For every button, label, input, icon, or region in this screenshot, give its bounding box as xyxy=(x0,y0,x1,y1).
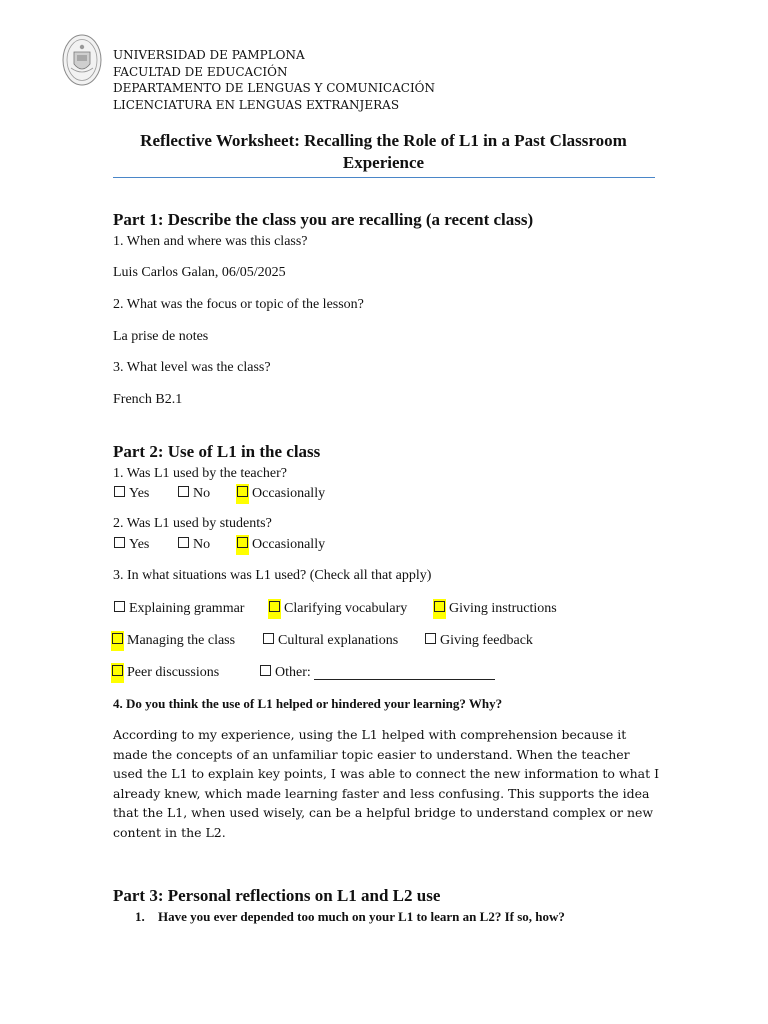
situation-managing-class[interactable]: Managing the class xyxy=(111,631,235,651)
situation-giving-feedback[interactable]: Giving feedback xyxy=(424,631,533,651)
institution-line-university: UNIVERSIDAD DE PAMPLONA xyxy=(113,48,305,62)
part3-question-1-number: 1. xyxy=(135,909,145,924)
student-l1-option-no[interactable]: No xyxy=(177,535,210,555)
part1-question-3: 3. What level was the class? xyxy=(113,360,271,375)
part2-question-3: 3. In what situations was L1 used? (Check all that apply) xyxy=(113,568,432,583)
part2-heading: Part 2: Use of L1 in the class xyxy=(113,442,321,461)
checkbox-highlighted-icon[interactable] xyxy=(269,601,280,612)
university-seal xyxy=(62,34,102,86)
situation-giving-instructions[interactable]: Giving instructions xyxy=(433,599,557,619)
part2-question-1: 1. Was L1 used by the teacher? xyxy=(113,466,287,481)
other-blank-line[interactable] xyxy=(314,667,495,680)
part1-answer-3[interactable]: French B2.1 xyxy=(113,392,183,407)
teacher-l1-option-no[interactable]: No xyxy=(177,484,210,504)
teacher-l1-option-occasionally[interactable]: Occasionally xyxy=(236,484,325,504)
situation-peer-discussions[interactable]: Peer discussions xyxy=(111,663,219,683)
part1-answer-1[interactable]: Luis Carlos Galan, 06/05/2025 xyxy=(113,265,286,280)
checkbox-icon[interactable] xyxy=(263,633,274,644)
part1-question-1: 1. When and where was this class? xyxy=(113,234,308,249)
part1-heading: Part 1: Describe the class you are recalling (a recent class) xyxy=(113,210,534,229)
checkbox-icon[interactable] xyxy=(178,537,189,548)
institution-line-faculty: FACULTAD DE EDUCACIÓN xyxy=(113,65,288,79)
situation-clarifying-vocabulary[interactable]: Clarifying vocabulary xyxy=(268,599,407,619)
institution-line-program: LICENCIATURA EN LENGUAS EXTRANJERAS xyxy=(113,98,400,112)
checkbox-icon[interactable] xyxy=(425,633,436,644)
part1-answer-2[interactable]: La prise de notes xyxy=(113,329,209,344)
part3-heading: Part 3: Personal reflections on L1 and L2 use xyxy=(113,886,441,905)
title-divider xyxy=(113,177,655,178)
part3-question-1: Have you ever depended too much on your L1 to learn an L2? If so, how? xyxy=(158,909,565,924)
checkbox-highlighted-icon[interactable] xyxy=(112,633,123,644)
part2-question-2: 2. Was L1 used by students? xyxy=(113,516,272,531)
checkbox-highlighted-icon[interactable] xyxy=(112,665,123,676)
checkbox-highlighted-icon[interactable] xyxy=(237,486,248,497)
situation-other[interactable]: Other: xyxy=(259,663,495,683)
part1-question-2: 2. What was the focus or topic of the lesson? xyxy=(113,297,364,312)
checkbox-highlighted-icon[interactable] xyxy=(434,601,445,612)
checkbox-icon[interactable] xyxy=(114,537,125,548)
worksheet-title: Reflective Worksheet: Recalling the Role of L1 in a Past Classroom Experience xyxy=(140,131,627,172)
checkbox-icon[interactable] xyxy=(114,486,125,497)
answer-4-paragraph[interactable]: According to my experience, using the L1 helped with comprehension because it made the concepts of an unfamiliar topic easier to understand. When the teacher used the L1 to explain key points, I was able to connect the new information to what I already knew, which made learning faster and less confusing. This supports the idea that the L1, when used wisely, can be a helpful bridge to understand complex or new content in the L2. xyxy=(113,727,660,840)
institution-line-department: DEPARTAMENTO DE LENGUAS Y COMUNICACIÓN xyxy=(113,81,436,95)
situation-explaining-grammar[interactable]: Explaining grammar xyxy=(113,599,244,619)
part2-question-4: 4. Do you think the use of L1 helped or hindered your learning? Why? xyxy=(113,696,503,711)
situation-cultural-explanations[interactable]: Cultural explanations xyxy=(262,631,398,651)
checkbox-icon[interactable] xyxy=(260,665,271,676)
checkbox-highlighted-icon[interactable] xyxy=(237,537,248,548)
student-l1-option-yes[interactable]: Yes xyxy=(113,535,149,555)
checkbox-icon[interactable] xyxy=(178,486,189,497)
checkbox-icon[interactable] xyxy=(114,601,125,612)
student-l1-option-occasionally[interactable]: Occasionally xyxy=(236,535,325,555)
teacher-l1-option-yes[interactable]: Yes xyxy=(113,484,149,504)
